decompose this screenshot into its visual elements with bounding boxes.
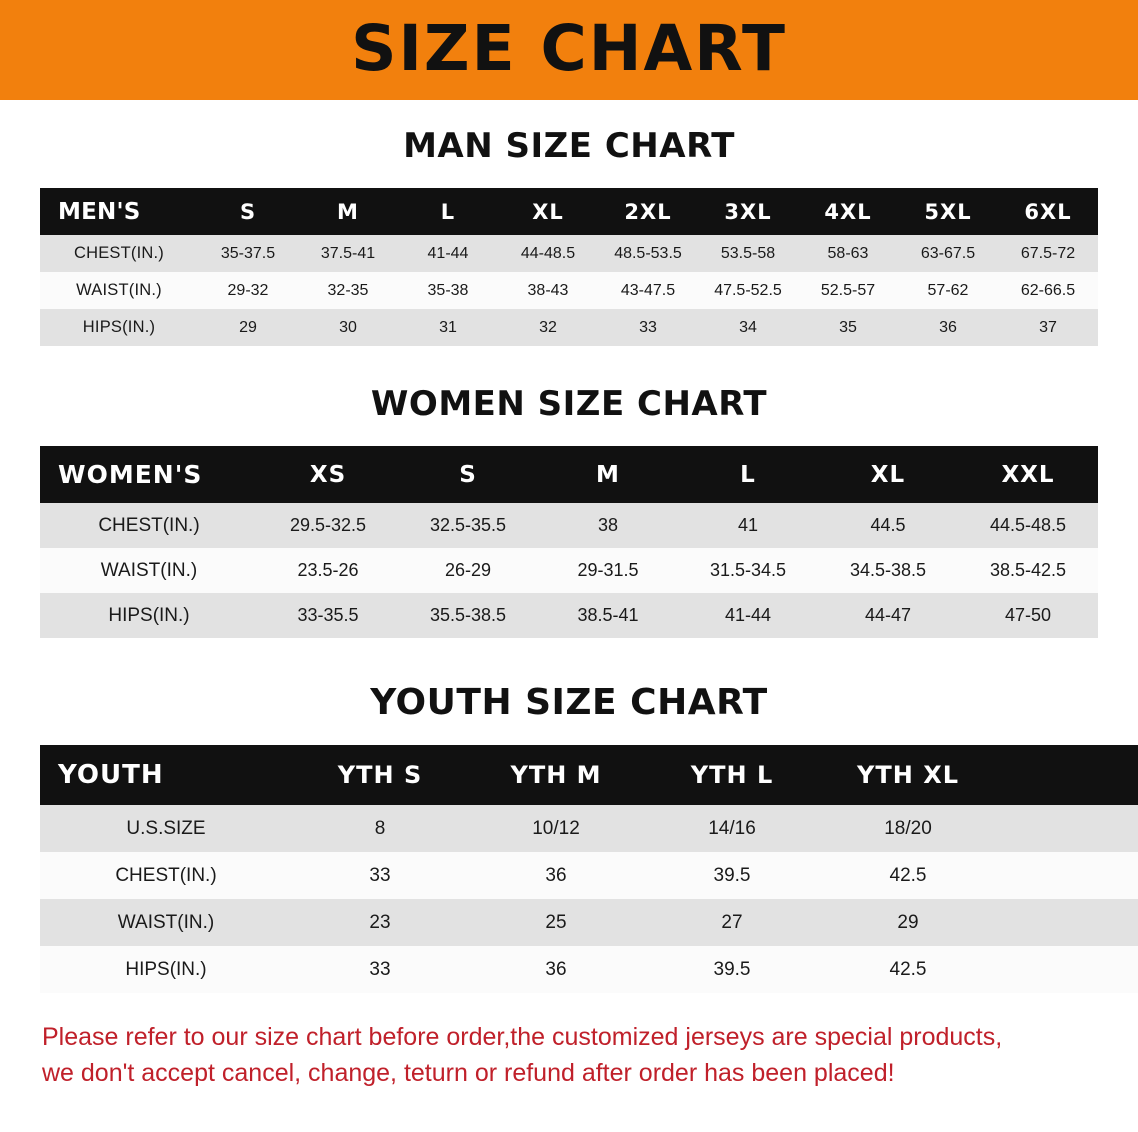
header-cell-6xl: 6XL — [998, 188, 1098, 235]
table-cell: 42.5 — [820, 946, 996, 993]
table-cell: 41-44 — [678, 593, 818, 638]
table-cell: 62-66.5 — [998, 272, 1098, 309]
table-cell: 33 — [292, 852, 468, 899]
table-cell-empty — [996, 899, 1138, 946]
table-cell: 36 — [898, 309, 998, 346]
header-cell-mens: MEN'S — [40, 188, 198, 235]
table-cell: 33-35.5 — [258, 593, 398, 638]
table-cell: 41 — [678, 503, 818, 548]
header-cell-5xl: 5XL — [898, 188, 998, 235]
table-cell: 35-37.5 — [198, 235, 298, 272]
table-cell: 36 — [468, 852, 644, 899]
table-header-row — [40, 745, 1138, 805]
row-label: HIPS(IN.) — [40, 309, 198, 346]
table-cell: 27 — [644, 899, 820, 946]
table-row — [40, 899, 1138, 946]
header-cell-l: L — [678, 446, 818, 503]
table-cell: 33 — [598, 309, 698, 346]
youth-section-title: YOUTH SIZE CHART — [370, 682, 768, 723]
table-header-row — [40, 188, 1098, 235]
table-cell: 29-32 — [198, 272, 298, 309]
table-cell: 37.5-41 — [298, 235, 398, 272]
header-banner — [0, 0, 1138, 100]
header-cell-s: S — [198, 188, 298, 235]
policy-note — [42, 1019, 1098, 1092]
table-row — [40, 946, 1138, 993]
table-cell: 41-44 — [398, 235, 498, 272]
table-cell: 10/12 — [468, 805, 644, 852]
table-cell: 32-35 — [298, 272, 398, 309]
header-cell-xl: XL — [498, 188, 598, 235]
header-cell-l: L — [398, 188, 498, 235]
table-cell: 14/16 — [644, 805, 820, 852]
man-section-title: MAN SIZE CHART — [403, 126, 735, 166]
header-cell-womens: WOMEN'S — [40, 446, 258, 503]
header-cell-yth-s: YTH S — [292, 745, 468, 805]
header-cell-xxl: XXL — [958, 446, 1098, 503]
row-label: CHEST(IN.) — [40, 503, 258, 548]
header-cell-yth-m: YTH M — [468, 745, 644, 805]
table-cell: 37 — [998, 309, 1098, 346]
table-row — [40, 272, 1098, 309]
header-cell-empty — [996, 745, 1138, 805]
header-cell-xl: XL — [818, 446, 958, 503]
header-cell-4xl: 4XL — [798, 188, 898, 235]
policy-note-line1: Please refer to our size chart before order,the customized jerseys are special products, — [42, 1023, 1003, 1051]
man-size-table-wrapper — [40, 188, 1098, 346]
table-cell: 39.5 — [644, 946, 820, 993]
row-label: U.S.SIZE — [40, 805, 292, 852]
table-header-row — [40, 446, 1098, 503]
header-cell-s: S — [398, 446, 538, 503]
table-cell: 38.5-42.5 — [958, 548, 1098, 593]
table-cell: 29-31.5 — [538, 548, 678, 593]
page-title: SIZE CHART — [351, 11, 787, 85]
table-cell: 33 — [292, 946, 468, 993]
table-cell: 63-67.5 — [898, 235, 998, 272]
table-cell: 44.5 — [818, 503, 958, 548]
table-cell: 43-47.5 — [598, 272, 698, 309]
table-cell: 25 — [468, 899, 644, 946]
table-cell: 29 — [820, 899, 996, 946]
table-cell: 44-48.5 — [498, 235, 598, 272]
table-cell: 32 — [498, 309, 598, 346]
table-cell: 32.5-35.5 — [398, 503, 538, 548]
row-label: WAIST(IN.) — [40, 899, 292, 946]
table-cell: 52.5-57 — [798, 272, 898, 309]
youth-size-table-wrapper — [40, 745, 1098, 993]
table-cell: 47.5-52.5 — [698, 272, 798, 309]
table-cell: 44.5-48.5 — [958, 503, 1098, 548]
table-row — [40, 852, 1138, 899]
women-section-title: WOMEN SIZE CHART — [370, 384, 768, 424]
table-cell: 8 — [292, 805, 468, 852]
table-cell: 42.5 — [820, 852, 996, 899]
table-cell-empty — [996, 946, 1138, 993]
table-cell: 35-38 — [398, 272, 498, 309]
table-row — [40, 235, 1098, 272]
table-cell: 30 — [298, 309, 398, 346]
table-row — [40, 593, 1098, 638]
table-cell: 38-43 — [498, 272, 598, 309]
table-cell: 35.5-38.5 — [398, 593, 538, 638]
header-cell-2xl: 2XL — [598, 188, 698, 235]
table-cell: 67.5-72 — [998, 235, 1098, 272]
table-cell: 31.5-34.5 — [678, 548, 818, 593]
table-cell: 38 — [538, 503, 678, 548]
table-cell: 58-63 — [798, 235, 898, 272]
row-label: CHEST(IN.) — [40, 852, 292, 899]
table-cell: 53.5-58 — [698, 235, 798, 272]
table-cell: 36 — [468, 946, 644, 993]
table-cell: 29 — [198, 309, 298, 346]
table-row — [40, 503, 1098, 548]
table-row — [40, 309, 1098, 346]
table-cell: 18/20 — [820, 805, 996, 852]
table-cell: 34.5-38.5 — [818, 548, 958, 593]
header-cell-m: M — [538, 446, 678, 503]
women-size-table — [40, 446, 1098, 638]
table-cell-empty — [996, 805, 1138, 852]
table-cell: 23 — [292, 899, 468, 946]
table-cell: 34 — [698, 309, 798, 346]
table-cell: 35 — [798, 309, 898, 346]
header-cell-m: M — [298, 188, 398, 235]
row-label: WAIST(IN.) — [40, 272, 198, 309]
table-cell: 47-50 — [958, 593, 1098, 638]
youth-size-table — [40, 745, 1138, 993]
header-cell-youth: YOUTH — [40, 745, 292, 805]
header-cell-yth-xl: YTH XL — [820, 745, 996, 805]
table-row — [40, 548, 1098, 593]
table-cell: 26-29 — [398, 548, 538, 593]
policy-note-line2: we don't accept cancel, change, teturn or refund after order has been placed! — [42, 1059, 895, 1088]
header-cell-3xl: 3XL — [698, 188, 798, 235]
table-cell: 23.5-26 — [258, 548, 398, 593]
row-label: HIPS(IN.) — [40, 593, 258, 638]
header-cell-yth-l: YTH L — [644, 745, 820, 805]
table-cell-empty — [996, 852, 1138, 899]
header-cell-xs: XS — [258, 446, 398, 503]
row-label: WAIST(IN.) — [40, 548, 258, 593]
row-label: CHEST(IN.) — [40, 235, 198, 272]
women-size-table-wrapper — [40, 446, 1098, 638]
row-label: HIPS(IN.) — [40, 946, 292, 993]
table-cell: 31 — [398, 309, 498, 346]
table-row — [40, 805, 1138, 852]
man-size-table — [40, 188, 1098, 346]
table-cell: 44-47 — [818, 593, 958, 638]
table-cell: 39.5 — [644, 852, 820, 899]
table-cell: 29.5-32.5 — [258, 503, 398, 548]
table-cell: 57-62 — [898, 272, 998, 309]
table-cell: 38.5-41 — [538, 593, 678, 638]
table-cell: 48.5-53.5 — [598, 235, 698, 272]
